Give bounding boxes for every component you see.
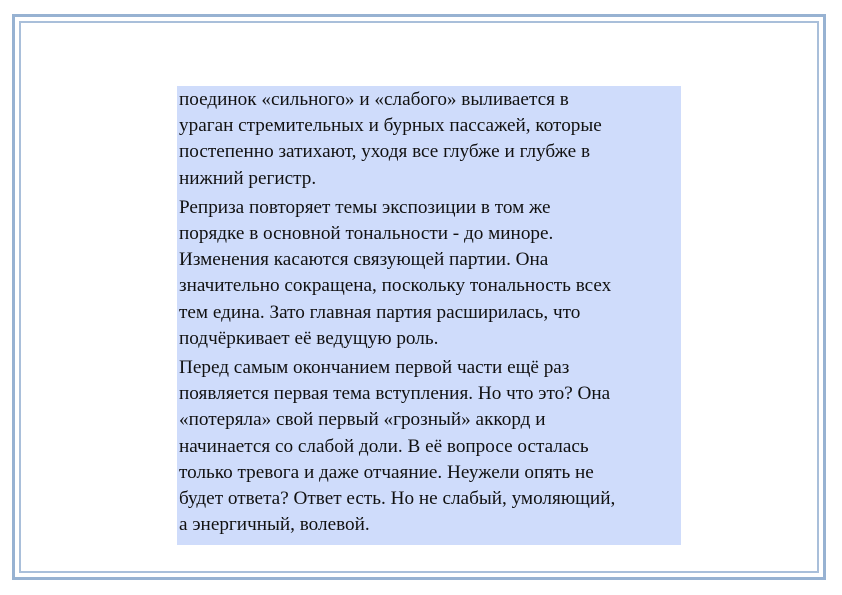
paragraph-1: поединок «сильного» и «слабого» выливается в ураган стремительных и бурных пассажей, которые постепенно затихают, уходя все глубже и глубже в нижний регистр. (179, 89, 602, 189)
slide-text-block (177, 86, 681, 545)
paragraph-2: Реприза повторяет темы экспозиции в том же порядке в основной тональности - до миноре. Изменения касаются связующей партии. Она значительно сокращена, поскольку тональность всех тем едина. Зато главная партия расширилась, что подчёркивает её ведущую роль. (179, 196, 612, 349)
paragraph-3: Перед самым окончанием первой части ещё раз появляется первая тема вступления. Но что это? Она «потеряла» свой первый «грозный» аккорд и начинается со слабой доли. В её вопросе осталась только тревога и даже отчаяние. Неужели опять не будет ответа? Ответ есть. Но не слабый, умоляющий, а энергичный, волевой. (179, 357, 616, 536)
